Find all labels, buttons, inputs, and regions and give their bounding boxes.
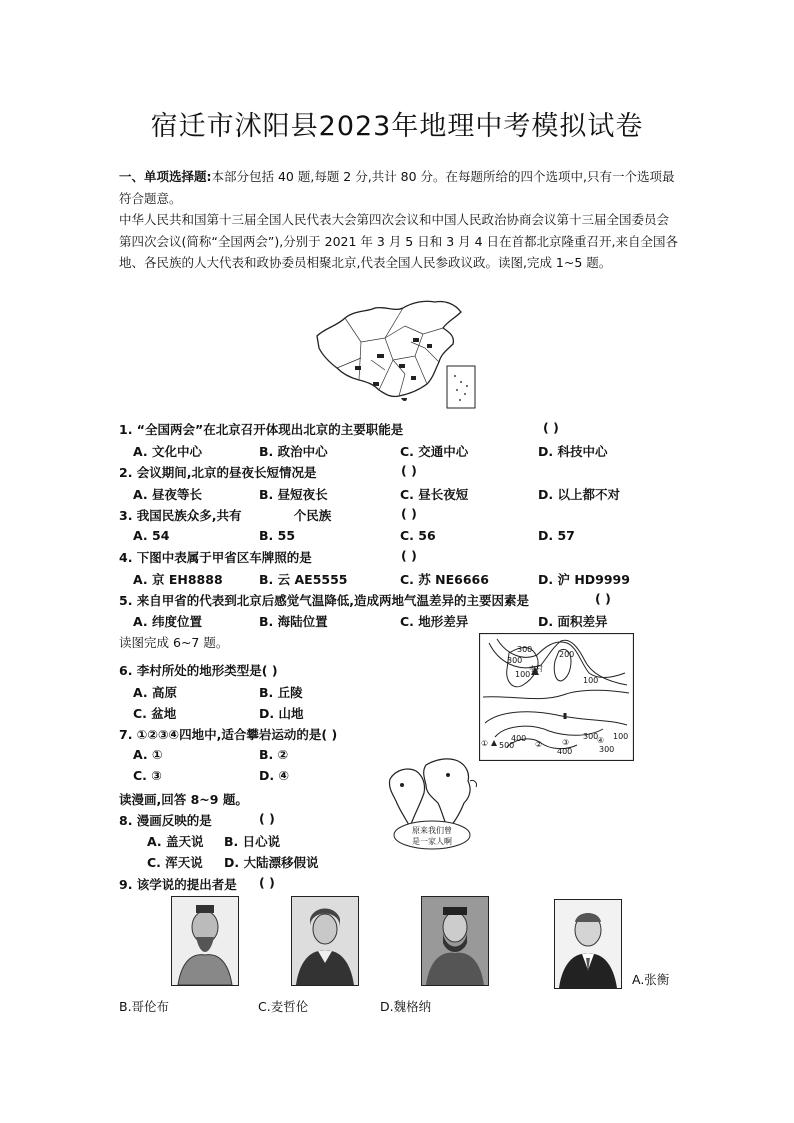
contour-label: 400 (557, 747, 573, 756)
question-5-stem: 5. 来自甲省的代表到北京后感觉气温降低,造成两地气温差异的主要因素是 (119, 593, 530, 608)
contour-label: 300 (599, 745, 615, 754)
eye-left (400, 783, 404, 787)
section-instruction-text: 本部分包括 40 题,每题 2 分,共计 80 分。在每题所给的四个选项中,只有一个选项最符合题意。 (119, 169, 675, 206)
question-9-answer-blank[interactable]: ( ) (259, 875, 275, 890)
question-4-stem: 4. 下图中表属于甲省区车牌照的是 (119, 550, 312, 565)
point-2-label: ② (535, 740, 543, 749)
question-3 (119, 506, 417, 524)
contour-label: 300 (507, 656, 523, 665)
portrait-columbus[interactable] (291, 896, 359, 986)
madagascar (470, 780, 477, 787)
q3-option-a[interactable]: A. 54 (133, 528, 170, 543)
question-2-answer-blank[interactable]: ( ) (401, 463, 417, 478)
point-3-label: ③ (562, 738, 570, 747)
q1-option-c[interactable]: C. 交通中心 (400, 444, 469, 459)
question-6: 6. 李村所处的地形类型是( ) (119, 663, 278, 678)
q2-option-c[interactable]: C. 昼长夜短 (400, 487, 469, 502)
eye-right (446, 773, 450, 777)
q8-option-d[interactable]: D. 大陆漂移假说 (224, 855, 319, 870)
q5-option-c[interactable]: C. 地形差异 (400, 614, 469, 629)
q1-option-a[interactable]: A. 文化中心 (133, 444, 203, 459)
speech-line-2: 是一家人啊 (412, 837, 452, 846)
q4-option-d[interactable]: D. 沪 HD9999 (538, 572, 630, 587)
question-9 (119, 875, 275, 893)
section-instruction (119, 166, 679, 209)
q2-option-a[interactable]: A. 昼夜等长 (133, 487, 203, 502)
q1-option-b[interactable]: B. 政治中心 (259, 444, 328, 459)
question-1-answer-blank[interactable]: ( ) (543, 420, 559, 435)
q8-option-a[interactable]: A. 盖天说 (147, 834, 204, 849)
question-8-answer-blank[interactable]: ( ) (259, 811, 275, 826)
question-8-stem: 8. 漫画反映的是 (119, 813, 212, 828)
question-5-answer-blank[interactable]: ( ) (595, 591, 611, 606)
continental-drift-cartoon (386, 753, 482, 853)
q6-option-d[interactable]: D. 山地 (259, 706, 304, 721)
q2-option-d[interactable]: D. 以上都不对 (538, 487, 620, 502)
intro-paragraph: 中华人民共和国第十三届全国人民代表大会第四次会议和中国人民政治协商会议第十三届全国委员会第四次会议(简称“全国两会”),分别于 2021 年 3 月 5 日和 3 月 4 日在首都北京隆重召开,来自全国各地、各民族的人大代表和政协委员相聚北京,代表全国人民参政议政。读图,完成 1~5 题。 (119, 212, 679, 270)
portrait-wegener[interactable] (554, 899, 622, 989)
point-4-label: ④ (597, 736, 605, 745)
q3-option-d[interactable]: D. 57 (538, 528, 575, 543)
q4-option-a[interactable]: A. 京 EH8888 (133, 572, 223, 587)
question-3-stem: 3. 我国民族众多,共有 个民族 (119, 508, 332, 523)
question-5 (119, 591, 611, 609)
africa-shape (424, 759, 470, 829)
question-2 (119, 463, 417, 481)
people-option-d[interactable]: D.魏格纳 (380, 999, 432, 1014)
section-heading: 一、单项选择题: (119, 169, 212, 184)
question-3-answer-blank[interactable]: ( ) (401, 506, 417, 521)
point-1-label: ① (481, 739, 489, 748)
q6-option-b[interactable]: B. 丘陵 (259, 685, 303, 700)
q8-option-b[interactable]: B. 日心说 (224, 834, 281, 849)
south-china-sea-inset (447, 366, 475, 408)
q7-option-c[interactable]: C. ③ (133, 768, 162, 783)
people-option-a[interactable]: A.张衡 (632, 972, 670, 987)
q8-option-c[interactable]: C. 浑天说 (147, 855, 203, 870)
q6-option-a[interactable]: A. 高原 (133, 685, 178, 700)
people-option-c[interactable]: C.麦哲伦 (258, 999, 309, 1014)
question-1-stem: 1. “全国两会”在北京召开体现出北京的主要职能是 (119, 422, 404, 437)
q6-option-c[interactable]: C. 盆地 (133, 706, 177, 721)
q5-option-b[interactable]: B. 海陆位置 (259, 614, 328, 629)
q3-option-b[interactable]: B. 55 (259, 528, 296, 543)
q7-option-a[interactable]: A. ① (133, 747, 163, 762)
south-america-shape (389, 769, 424, 827)
question-1 (119, 420, 559, 438)
contour-label: 100 (583, 676, 599, 685)
page-title: 宿迁市沭阳县2023年地理中考模拟试卷 (150, 111, 644, 142)
people-option-b[interactable]: B.哥伦布 (119, 999, 170, 1014)
q5-option-a[interactable]: A. 纬度位置 (133, 614, 203, 629)
question-2-stem: 2. 会议期间,北京的昼夜长短情况是 (119, 465, 317, 480)
question-7: 7. ①②③④四地中,适合攀岩运动的是( ) (119, 727, 338, 742)
contour-label: 100 (613, 732, 629, 741)
q1-option-d[interactable]: D. 科技中心 (538, 444, 608, 459)
contour-label: 300 (517, 645, 533, 654)
q2-option-b[interactable]: B. 昼短夜长 (259, 487, 328, 502)
portrait-magellan[interactable] (421, 896, 489, 986)
contour-label: 200 (559, 650, 575, 659)
read-cartoon-instruction: 读漫画,回答 8~9 题。 (119, 792, 248, 807)
contour-label: 100 (515, 670, 531, 679)
peak-label: 500 (499, 741, 515, 750)
question-8 (119, 811, 275, 829)
china-map-figure (315, 298, 477, 410)
hainan-island (401, 398, 407, 401)
village-label: 李村 (529, 665, 543, 673)
portrait-zhang-heng[interactable] (171, 896, 239, 986)
question-4 (119, 548, 417, 566)
read-map-instruction: 读图完成 6~7 题。 (119, 635, 229, 650)
question-9-stem: 9. 该学说的提出者是 (119, 877, 237, 892)
contour-label: 300 (583, 732, 599, 741)
q4-option-b[interactable]: B. 云 AE5555 (259, 572, 348, 587)
q3-option-c[interactable]: C. 56 (400, 528, 436, 543)
q7-option-d[interactable]: D. ④ (259, 768, 290, 783)
q4-option-c[interactable]: C. 苏 NE6666 (400, 572, 489, 587)
question-4-answer-blank[interactable]: ( ) (401, 548, 417, 563)
q7-option-b[interactable]: B. ② (259, 747, 289, 762)
contour-map-figure (479, 633, 634, 761)
q5-option-d[interactable]: D. 面积差异 (538, 614, 608, 629)
speech-line-1: 原来我们曾 (412, 826, 452, 835)
contour-label: 400 (511, 734, 527, 743)
